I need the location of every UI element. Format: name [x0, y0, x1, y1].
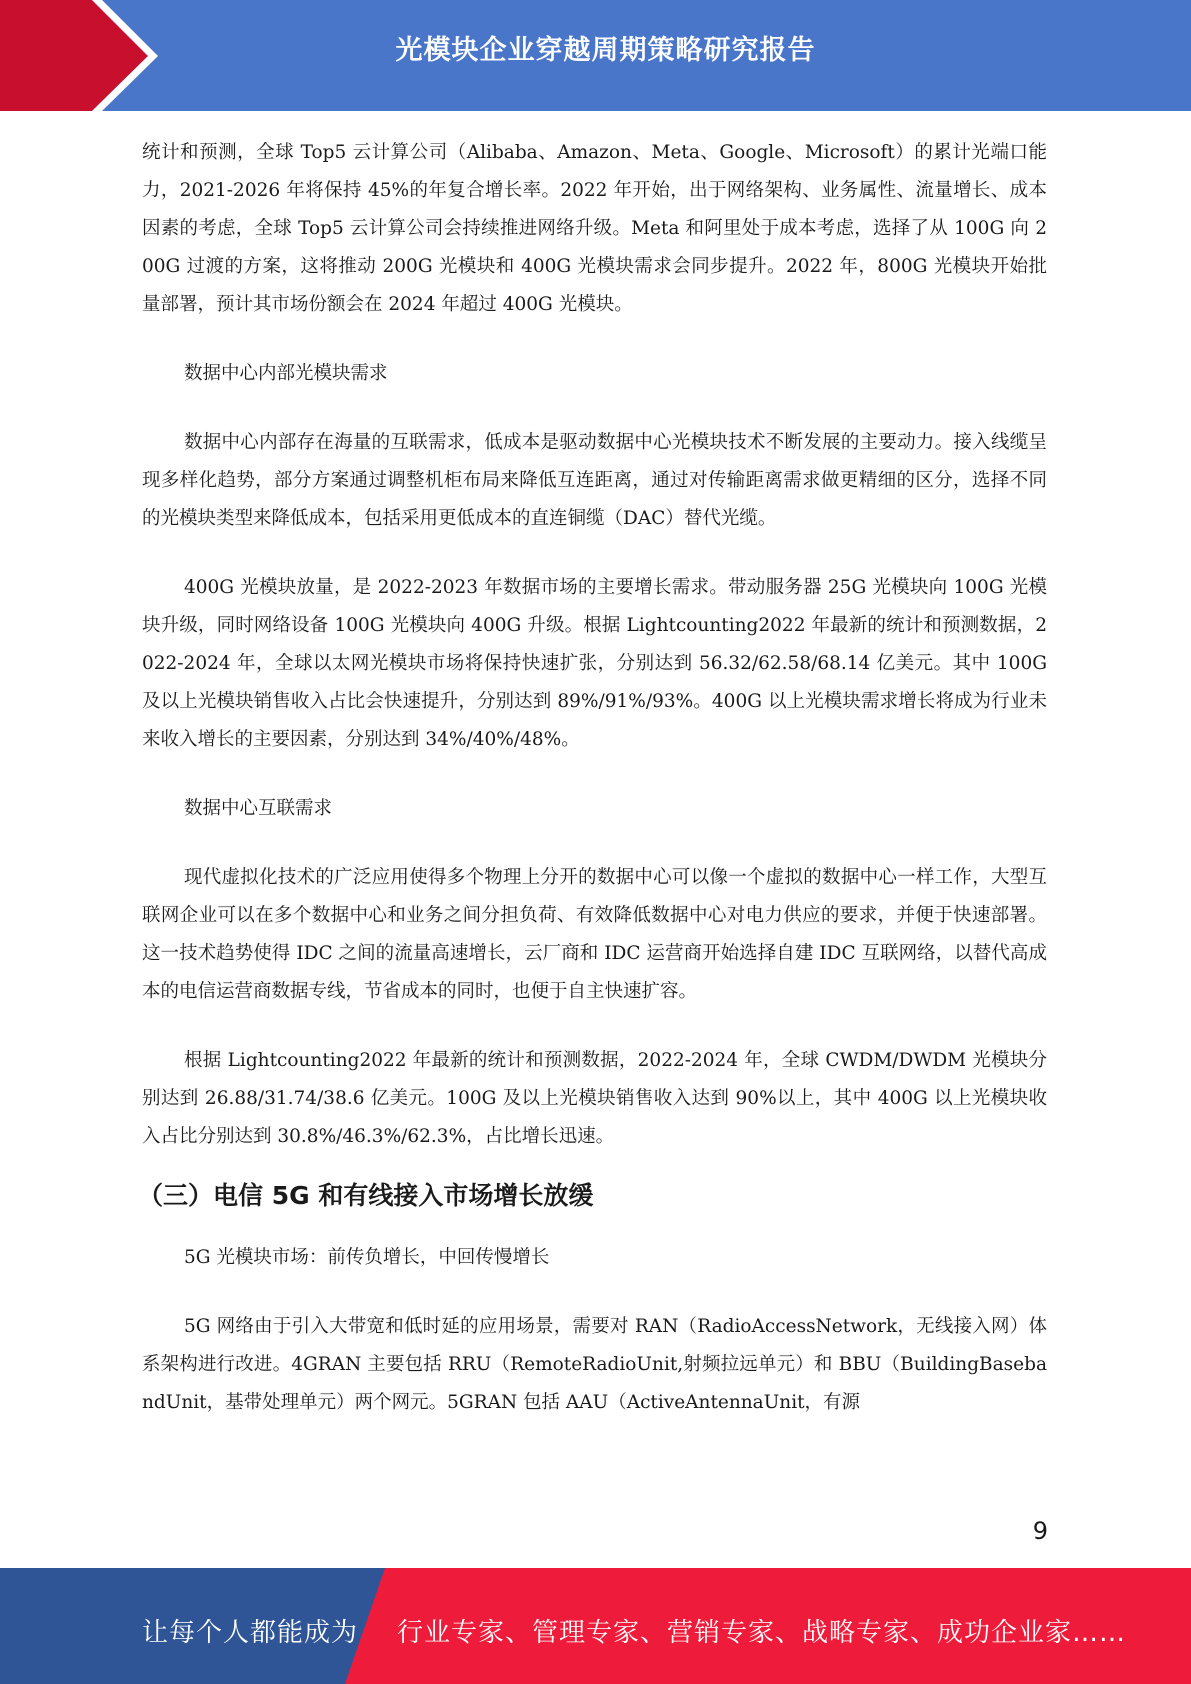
- page-header: [0, 0, 1191, 111]
- paragraph: 5G 网络由于引入大带宽和低时延的应用场景，需要对 RAN（RadioAccessNetwork，无线接入网）体系架构进行改进。4GRAN 主要包括 RRU（RemoteRadioUnit,射频拉远单元）和 BBU（BuildingBasebandUnit，基带处理单元）两个网元。5GRAN 包括 AAU（ActiveAntennaUnit，有源: [142, 1316, 1047, 1413]
- subheading: 数据中心内部光模块需求: [184, 363, 388, 384]
- paragraph: 现代虚拟化技术的广泛应用使得多个物理上分开的数据中心可以像一个虚拟的数据中心一样工作，大型互联网企业可以在多个数据中心和业务之间分担负荷、有效降低数据中心对电力供应的要求，并便于快速部署。这一技术趋势使得 IDC 之间的流量高速增长，云厂商和 IDC 运营商开始选择自建 IDC 互联网络，以替代高成本的电信运营商数据专线，节省成本的同时，也便于自主快速扩容。: [142, 867, 1047, 1002]
- footer-slogan-right: 行业专家、管理专家、营销专家、战略专家、成功企业家……: [397, 1618, 1127, 1648]
- header-title: 光模块企业穿越周期策略研究报告: [395, 35, 816, 66]
- paragraph: 根据 Lightcounting2022 年最新的统计和预测数据，2022-2024 年，全球 CWDM/DWDM 光模块分别达到 26.88/31.74/38.6 亿美元。100G 及以上光模块销售收入达到 90%以上，其中 400G 以上光模块收入占比分别达到 30.8%/46.3%/62.3%，占比增长迅速。: [142, 1050, 1047, 1147]
- subheading: 数据中心互联需求: [184, 798, 333, 819]
- paragraph: 统计和预测，全球 Top5 云计算公司（Alibaba、Amazon、Meta、Google、Microsoft）的累计光端口能力，2021-2026 年将保持 45%的年复合增长率。2022 年开始，出于网络架构、业务属性、流量增长、成本因素的考虑，全球 Top5 云计算公司会持续推进网络升级。Meta 和阿里处于成本考虑，选择了从 100G 向 200G 过渡的方案，这将推动 200G 光模块和 400G 光模块需求会同步提升。2022 年，800G 光模块开始批量部署，预计其市场份额会在 2024 年超过 400G 光模块。: [142, 142, 1047, 315]
- page-number: 9: [1032, 1517, 1048, 1545]
- page-footer: [0, 1568, 1191, 1684]
- footer-slogan-left: 让每个人都能成为: [142, 1618, 359, 1648]
- subheading: 5G 光模块市场：前传负增长，中回传慢增长: [184, 1247, 550, 1268]
- paragraph: 数据中心内部存在海量的互联需求，低成本是驱动数据中心光模块技术不断发展的主要动力。接入线缆呈现多样化趋势，部分方案通过调整机柜布局来降低互连距离，通过对传输距离需求做更精细的区分，选择不同的光模块类型来降低成本，包括采用更低成本的直连铜缆（DAC）替代光缆。: [142, 432, 1047, 529]
- section-heading: （三）电信 5G 和有线接入市场增长放缓: [138, 1181, 594, 1210]
- document-body: [138, 134, 1047, 1453]
- paragraph: 400G 光模块放量，是 2022-2023 年数据市场的主要增长需求。带动服务器 25G 光模块向 100G 光模块升级，同时网络设备 100G 光模块向 400G 升级。根据 Lightcounting2022 年最新的统计和预测数据，2022-2024 年，全球以太网光模块市场将保持快速扩张，分别达到 56.32/62.58/68.14 亿美元。其中 100G 及以上光模块销售收入占比会快速提升，分别达到 89%/91%/93%。400G 以上光模块需求增长将成为行业未来收入增长的主要因素，分别达到 34%/40%/48%。: [142, 577, 1047, 750]
